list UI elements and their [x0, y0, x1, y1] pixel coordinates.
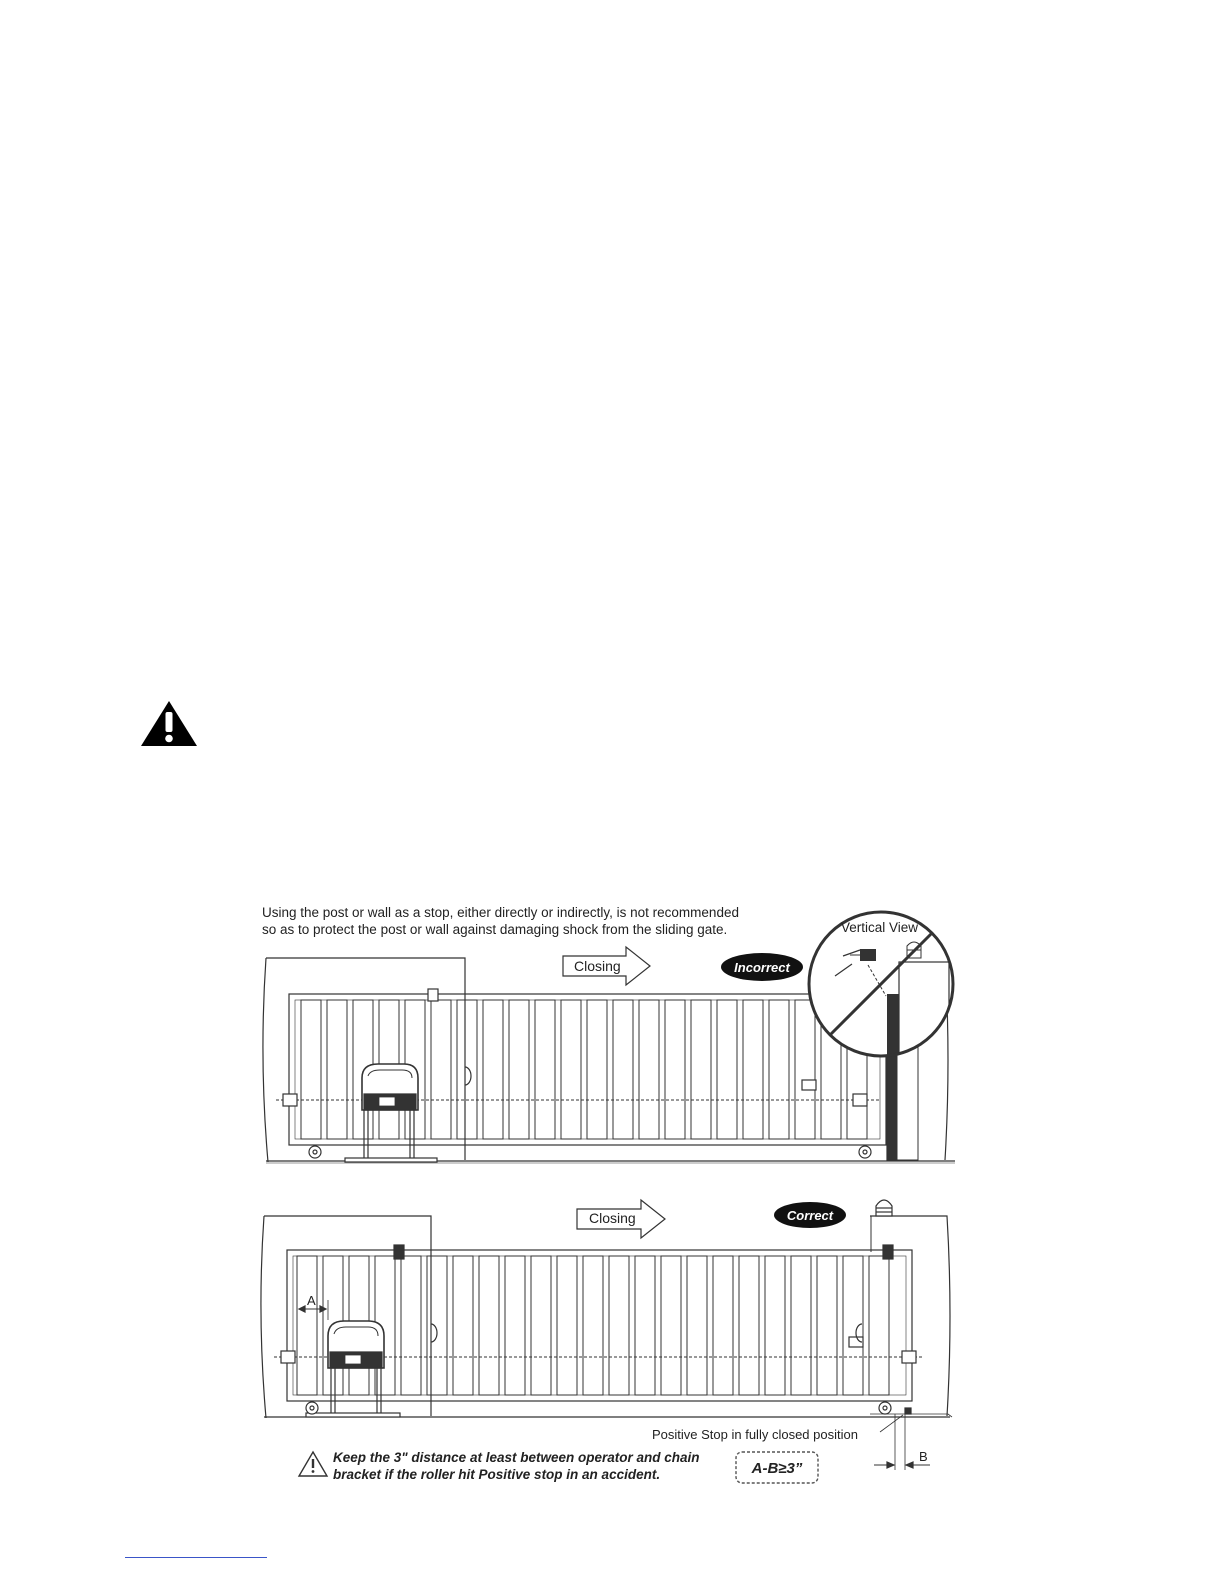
intro-line-1: Using the post or wall as a stop, either directly or indirectly, is not recommended [262, 905, 739, 920]
note-line-1: Keep the 3" distance at least between operator and chain [333, 1450, 700, 1465]
positive-stop [905, 1408, 911, 1414]
vertical-view-label: Vertical View [841, 920, 919, 935]
top-operator [345, 1064, 437, 1162]
dimension-b-label: B [919, 1449, 928, 1464]
correct-badge-label: Correct [786, 1208, 834, 1223]
formula-label: A-B≥3” [751, 1460, 803, 1477]
incorrect-badge-label: Incorrect [734, 960, 790, 975]
positive-stop-label: Positive Stop in fully closed position [652, 1427, 858, 1442]
warning-icon [299, 1452, 327, 1476]
bottom-closing-label: Closing [589, 1210, 636, 1226]
footnote-separator [125, 1557, 267, 1558]
bottom-gate-pickets [297, 1256, 889, 1395]
top-closing-label: Closing [574, 958, 621, 974]
intro-line-2: so as to protect the post or wall against damaging shock from the sliding gate. [262, 922, 728, 937]
note-line-2: bracket if the roller hit Positive stop in an accident. [333, 1467, 661, 1482]
dimension-a-label: A [307, 1293, 316, 1308]
bottom-operator [306, 1321, 400, 1417]
